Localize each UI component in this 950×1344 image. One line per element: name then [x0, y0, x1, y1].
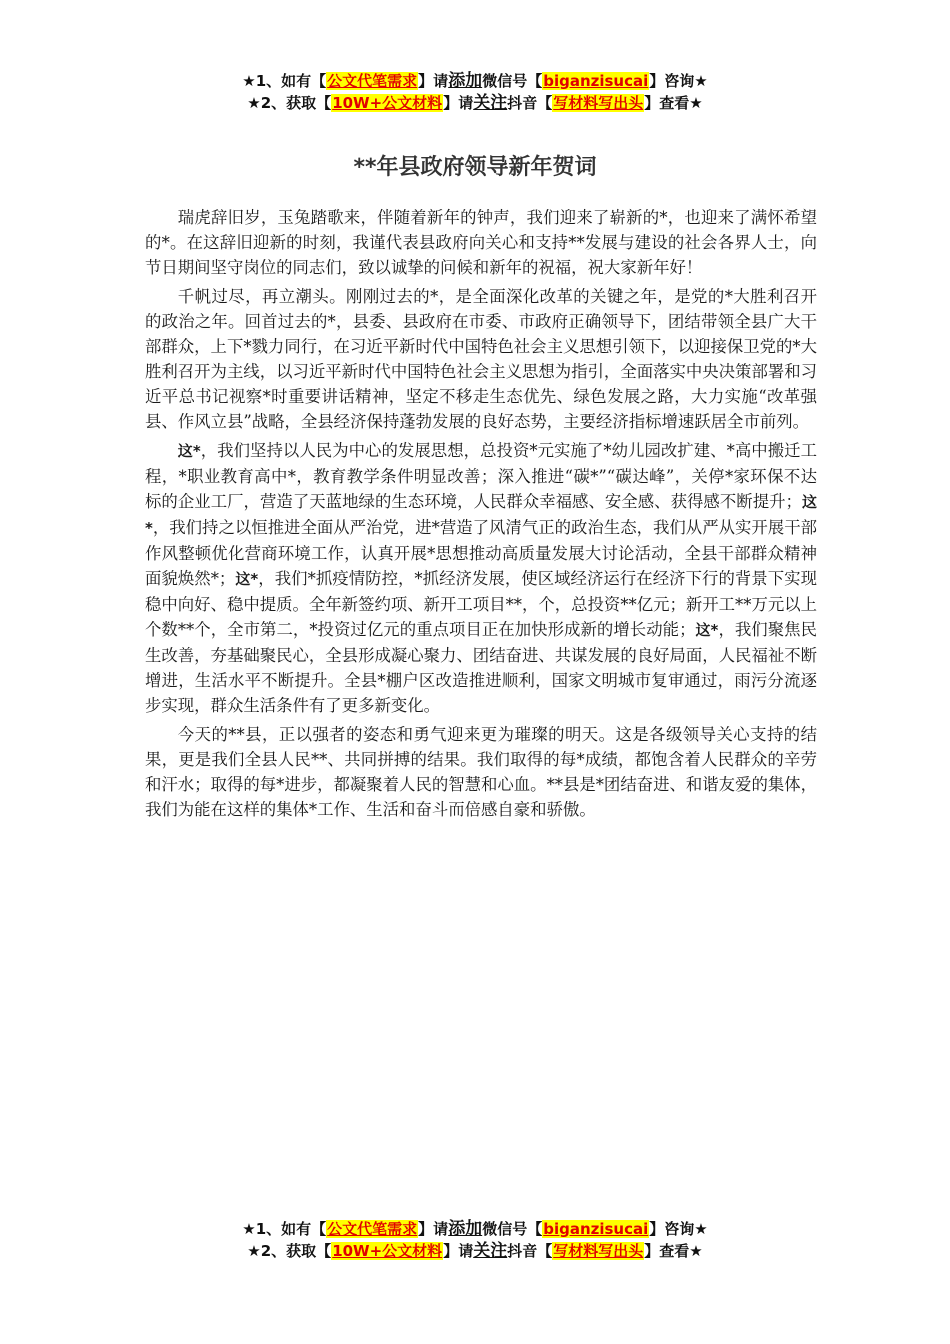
bold-lead: 这* [177, 442, 201, 460]
promo-highlight-service: 公文代笔需求 [327, 72, 418, 90]
promo-emphasis: 关注 [473, 93, 508, 113]
footer-promo [0, 1218, 950, 1262]
promo-text: 微信号【 [482, 1220, 543, 1238]
bold-lead: 这* [235, 570, 259, 588]
document-title: **年县政府领导新年贺词 [353, 155, 597, 180]
promo-text: 抖音【 [507, 1242, 553, 1260]
paragraph-2: 千帆过尽，再立潮头。刚刚过去的*，是全面深化改革的关键之年，是党的*大胜利召开的政治之年。回首过去的*，县委、县政府在市委、市政府正确领导下，团结带领全县广大干部群众，上下*戮力同行，在习近平新时代中国特色社会主义思想引领下，以迎接保卫党的*大胜利召开为主线，以习近平新时代中国特色社会主义思想为指引，全面落实中央决策部署和习近平总书记视察*时重要讲话精神，坚定不移走生态优先、绿色发展之路，大力实施“改革强县、作风立县”战略，全县经济保持蓬勃发展的良好态势，主要经济指标增速跃居全市前列。 [145, 287, 818, 431]
promo-text: ★1、如有【 [242, 1220, 327, 1238]
promo-line-2 [0, 92, 950, 114]
paragraph-1: 瑞虎辞旧岁，玉兔踏歌来，伴随着新年的钟声，我们迎来了崭新的*，也迎来了满怀希望的*。在这辞旧迎新的时刻，我谨代表县政府向关心和支持**发展与建设的社会各界人士，向节日期间坚守岗位的同志们，致以诚挚的问候和新年的祝福，祝大家新年好！ [145, 208, 817, 277]
promo-emphasis: 关注 [473, 1241, 508, 1261]
promo-line-1 [0, 70, 950, 92]
paragraph-text: ，我们坚持以人民为中心的发展思想，总投资*元实施了*幼儿园改扩建、*高中搬迁工程，*职业教育高中*，教育教学条件明显改善；深入推进“碳*”“碳达峰”，关停*家环保不达标的企业工厂，营造了天蓝地绿的生态环境，人民群众幸福感、安全感、获得感不断提升； [145, 441, 817, 511]
paragraph-3 [145, 438, 817, 718]
promo-text: 】请 [443, 1242, 474, 1260]
promo-text: ★2、获取【 [247, 94, 332, 112]
promo-highlight-douyin: 写材料写出头 [553, 94, 644, 112]
promo-highlight-service: 公文代笔需求 [327, 1220, 418, 1238]
promo-text: 】请 [418, 1220, 449, 1238]
promo-highlight-wechat: biganzisucai [543, 1220, 649, 1238]
promo-highlight-wechat: biganzisucai [543, 72, 649, 90]
bold-lead: 这* [695, 621, 719, 639]
promo-highlight-materials: 10W+公文材料 [332, 94, 443, 112]
header-promo [0, 70, 950, 114]
promo-text: 】查看★ [644, 1242, 703, 1260]
paragraph-4: 今天的**县，正以强者的姿态和勇气迎来更为璀璨的明天。这是各级领导关心支持的结果，更是我们全县人民**、共同拼搏的结果。我们取得的每*成绩，都饱含着人民群众的辛劳和汗水；取得的每*进步，都凝聚着人民的智慧和心血。**县是*团结奋进、和谐友爱的集体，我们为能在这样的集体*工作、生活和奋斗而倍感自豪和骄傲。 [145, 725, 818, 819]
bold-lead: 这* [145, 493, 817, 537]
promo-text: 抖音【 [507, 94, 553, 112]
promo-text: 微信号【 [482, 72, 543, 90]
promo-text: 】请 [443, 94, 474, 112]
promo-text: ★2、获取【 [247, 1242, 332, 1260]
promo-text: 】请 [418, 72, 449, 90]
promo-text: 】咨询★ [649, 72, 708, 90]
promo-emphasis: 添加 [448, 1219, 483, 1239]
promo-line-1 [0, 1218, 950, 1240]
promo-text: 】咨询★ [649, 1220, 708, 1238]
promo-emphasis: 添加 [448, 71, 483, 91]
promo-highlight-materials: 10W+公文材料 [332, 1242, 443, 1260]
promo-highlight-douyin: 写材料写出头 [553, 1242, 644, 1260]
paragraph-text: ，我们*抓疫情防控，*抓经济发展，使区域经济运行在经济下行的背景下实现稳中向好、稳中提质。全年新签约项、新开工项目**，个，总投资**亿元；新开工**万元以上个数**个，全市第二，*投资过亿元的重点项目正在加快形成新的增长动能； [145, 569, 818, 639]
paragraph-text: ，我们持之以恒推进全面从严治党，进*营造了风清气正的政治生态，我们从严从实开展干部作风整顿优化营商环境工作，认真开展*思想推动高质量发展大讨论活动，全县干部群众精神面貌焕然*； [145, 518, 817, 588]
document-body [145, 205, 817, 826]
promo-line-2 [0, 1240, 950, 1262]
promo-text: 】查看★ [644, 94, 703, 112]
promo-text: ★1、如有【 [242, 72, 327, 90]
paragraph-text: ，我们聚焦民生改善，夯基础聚民心，全县形成凝心聚力、团结奋进、共谋发展的良好局面，人民福祉不断增进，生活水平不断提升。全县*棚户区改造推进顺利，国家文明城市复审通过，雨污分流逐步实现，群众生活条件有了更多新变化。 [145, 620, 818, 715]
